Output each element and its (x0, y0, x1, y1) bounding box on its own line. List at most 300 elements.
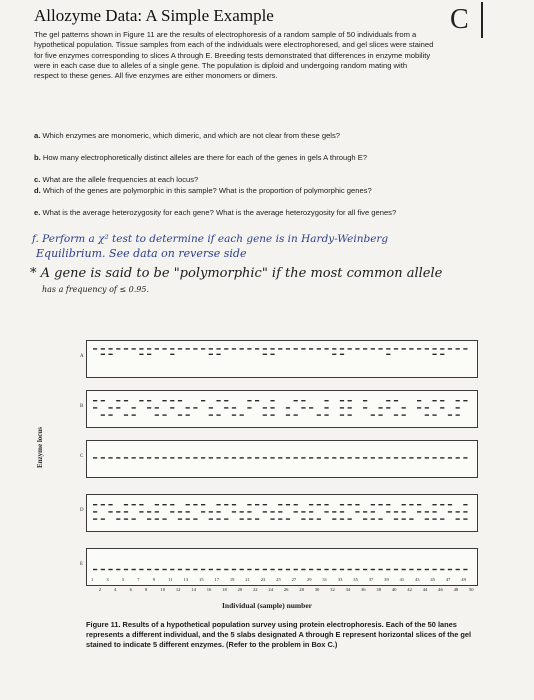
gel-band (432, 354, 436, 355)
gel-band (363, 348, 367, 349)
gel-band (317, 348, 321, 349)
gel-band (216, 348, 220, 349)
gel-band (178, 511, 182, 512)
lane-number: 24 (268, 587, 274, 592)
gel-band (324, 407, 328, 408)
gel-band (402, 518, 406, 519)
gel-band (440, 348, 444, 349)
lane-number: 42 (407, 587, 412, 592)
gel-band (101, 400, 105, 401)
gel-band (301, 511, 305, 512)
lane-number: 3 (106, 577, 109, 582)
gel-band (425, 569, 429, 570)
lane-number: 2 (98, 587, 101, 592)
lane-number: 44 (422, 587, 428, 592)
gel-band (309, 407, 313, 408)
lane-number: 30 (314, 587, 320, 592)
gel-band (324, 400, 328, 401)
gel-band (409, 504, 413, 505)
gel-band (332, 354, 336, 355)
gel-band (440, 457, 444, 458)
gel-band (371, 348, 375, 349)
lane-number: 21 (245, 577, 250, 582)
gel-band (363, 407, 367, 408)
question-text: Which of the genes are polymorphic in this sample? What is the proportion of polymorphic genes? (42, 186, 372, 195)
gel-band (340, 414, 344, 415)
gel-band (132, 407, 136, 408)
handwritten-question-f: f. Perform a χ² test to determine if each gene is in Hardy-Weinberg (32, 233, 389, 245)
gel-band (101, 504, 105, 505)
gel-band (456, 457, 460, 458)
gel-band (378, 407, 382, 408)
gel-band (371, 511, 375, 512)
gel-band (348, 400, 352, 401)
gel-band (317, 504, 321, 505)
gel-band (240, 518, 244, 519)
gel-band (348, 518, 352, 519)
gel-band (162, 569, 166, 570)
gel-band (417, 407, 421, 408)
gel-band (301, 407, 305, 408)
intro-paragraph: The gel patterns shown in Figure 11 are the results of electrophoresis of a random sample of 50 individuals from a hypothetical population. Tissue samples from each of the individuals were electrophoresed, and gel slices were stained for five enzymes corresponding to slices A through E. Breeding tests demonstrated that differences in enzyme mobility were in each case due to alleles of a single gene. The population is diploid and undergoing random mating with respect to these genes. All five enzymes are either monomers or dimers. (34, 30, 434, 81)
gel-band (371, 569, 375, 570)
gel-band (232, 504, 236, 505)
gel-band (348, 457, 352, 458)
gel-band (286, 407, 290, 408)
gel-band (270, 457, 274, 458)
box-label-rule (481, 2, 483, 38)
question-letter: b. (34, 153, 41, 162)
gel-band (178, 569, 182, 570)
gel-band (93, 511, 97, 512)
gel-band (170, 504, 174, 505)
gel-band (147, 569, 151, 570)
gel-band (270, 511, 274, 512)
gel-band (440, 518, 444, 519)
gel-band (340, 407, 344, 408)
gel-band (402, 457, 406, 458)
gel-band (348, 348, 352, 349)
gel-band (425, 414, 429, 415)
gel-band (186, 407, 190, 408)
lane-number: 1 (91, 577, 94, 582)
gel-band (124, 504, 128, 505)
gel-band (224, 457, 228, 458)
gel-band (324, 348, 328, 349)
gel-band (332, 511, 336, 512)
gel-band (209, 457, 213, 458)
gel-band (270, 414, 274, 415)
gel-band (340, 354, 344, 355)
gel-band (448, 504, 452, 505)
lane-number: 29 (307, 577, 312, 582)
lane-number: 26 (283, 587, 289, 592)
lane-number: 16 (206, 587, 212, 592)
gel-band (363, 457, 367, 458)
gel-band (93, 504, 97, 505)
gel-band (178, 348, 182, 349)
gel-band (270, 348, 274, 349)
gel-band (371, 504, 375, 505)
gel-band (178, 457, 182, 458)
question-text: Which enzymes are monomeric, which dimeric, and which are not clear from these gels? (42, 131, 341, 140)
gel-band (255, 504, 259, 505)
lane-number: 12 (175, 587, 181, 592)
gel-band (201, 504, 205, 505)
gel-band (348, 504, 352, 505)
box-label: C (450, 4, 469, 35)
gel-band (108, 511, 112, 512)
gel-band (432, 414, 436, 415)
gel-band (186, 504, 190, 505)
gel-band (263, 504, 267, 505)
lane-number: 33 (337, 577, 343, 582)
gel-band (348, 414, 352, 415)
gel-band (201, 400, 205, 401)
gel-band (93, 518, 97, 519)
gel-band (240, 348, 244, 349)
gel-band (402, 504, 406, 505)
gel-band (270, 407, 274, 408)
question-e (34, 208, 434, 218)
gel-band (456, 400, 460, 401)
gel-band (240, 414, 244, 415)
gel-band (170, 511, 174, 512)
gel-band (232, 511, 236, 512)
lane-number: 50 (469, 587, 474, 592)
gel-band (232, 414, 236, 415)
gel-band (425, 348, 429, 349)
gel-band (232, 457, 236, 458)
gel-band (278, 518, 282, 519)
gel-band (186, 414, 190, 415)
gel-band (378, 569, 382, 570)
lane-number: 34 (345, 587, 351, 592)
question-letter: a. (34, 131, 41, 140)
lane-number: 39 (384, 577, 389, 582)
gel-band (101, 569, 105, 570)
lane-number: 22 (253, 587, 258, 592)
gel-band (324, 504, 328, 505)
y-axis-label: Enzyme locus (36, 426, 44, 468)
lane-number: 11 (168, 577, 173, 582)
gel-band (209, 407, 213, 408)
gel-band (247, 569, 251, 570)
gel-band (286, 348, 290, 349)
gel-band (286, 518, 290, 519)
gel-band (463, 457, 467, 458)
gel-band (309, 511, 313, 512)
gel-band (294, 400, 298, 401)
gel-band (371, 414, 375, 415)
gel-band (301, 518, 305, 519)
gel-band (255, 569, 259, 570)
gel-band (93, 400, 97, 401)
gel-band (317, 457, 321, 458)
gel-band (263, 569, 267, 570)
gel-band (101, 414, 105, 415)
gel-band (286, 569, 290, 570)
gel-band (247, 407, 251, 408)
slab-label-d: D (80, 508, 84, 513)
gel-band (463, 569, 467, 570)
question-b (34, 153, 434, 163)
gel-band (209, 354, 213, 355)
lane-number: 19 (229, 577, 235, 582)
lane-number: 45 (430, 577, 436, 582)
gel-band (193, 569, 197, 570)
gel-band (186, 569, 190, 570)
gel-band (324, 511, 328, 512)
gel-band (294, 414, 298, 415)
gel-band (170, 407, 174, 408)
gel-band (193, 348, 197, 349)
gel-band (186, 348, 190, 349)
gel-band (332, 569, 336, 570)
gel-band (139, 348, 143, 349)
gel-band (116, 407, 120, 408)
gel-band (456, 348, 460, 349)
gel-band (432, 457, 436, 458)
gel-band (394, 348, 398, 349)
gel-band (324, 457, 328, 458)
gel-band (456, 407, 460, 408)
gel-band (255, 348, 259, 349)
gel-band (448, 348, 452, 349)
lane-number: 47 (445, 577, 451, 582)
gel-band (432, 504, 436, 505)
slab-label-c: C (80, 454, 84, 459)
gel-band (363, 400, 367, 401)
gel-band (363, 518, 367, 519)
gel-band (116, 569, 120, 570)
gel-band (463, 504, 467, 505)
gel-band (93, 457, 97, 458)
lane-number: 31 (322, 577, 328, 582)
gel-band (247, 400, 251, 401)
gel-band (355, 348, 359, 349)
gel-band (124, 400, 128, 401)
gel-band (270, 400, 274, 401)
gel-band (394, 569, 398, 570)
gel-band (417, 400, 421, 401)
gel-band (170, 400, 174, 401)
gel-band (386, 457, 390, 458)
lane-number: 41 (399, 577, 405, 582)
gel-band (270, 569, 274, 570)
gel-band (124, 348, 128, 349)
gel-band (155, 518, 159, 519)
gel-band (116, 518, 120, 519)
gel-band (216, 511, 220, 512)
gel-band (363, 569, 367, 570)
gel-band (124, 414, 128, 415)
gel-band (386, 504, 390, 505)
gel-band (371, 518, 375, 519)
gel-band (340, 511, 344, 512)
gel-band (340, 348, 344, 349)
gel-slab-a (86, 340, 478, 378)
question-letter: d. (34, 186, 41, 195)
question-letter: e. (34, 208, 41, 217)
lane-number: 32 (330, 587, 335, 592)
gel-band (132, 504, 136, 505)
slab-label-b: B (80, 404, 84, 409)
gel-band (263, 354, 267, 355)
gel-band (162, 457, 166, 458)
gel-band (286, 457, 290, 458)
gel-band (386, 407, 390, 408)
gel-band (425, 518, 429, 519)
lane-number: 14 (191, 587, 196, 592)
lane-number: 18 (222, 587, 227, 592)
question-text: What is the average heterozygosity for each gene? What is the average heterozygosity for all five genes? (42, 208, 397, 217)
gel-band (386, 354, 390, 355)
gel-band (432, 348, 436, 349)
gel-band (247, 348, 251, 349)
gel-band (263, 348, 267, 349)
gel-band (448, 511, 452, 512)
gel-band (278, 348, 282, 349)
gel-band (201, 511, 205, 512)
gel-band (101, 348, 105, 349)
gel-band (216, 414, 220, 415)
gel-band (355, 511, 359, 512)
gel-band (178, 414, 182, 415)
gel-band (147, 354, 151, 355)
gel-band (101, 518, 105, 519)
gel-band (201, 348, 205, 349)
gel-band (432, 518, 436, 519)
gel-band (93, 348, 97, 349)
gel-band (402, 569, 406, 570)
gel-band (294, 348, 298, 349)
gel-band (394, 511, 398, 512)
gel-band (108, 354, 112, 355)
gel-band (394, 400, 398, 401)
gel-band (324, 414, 328, 415)
gel-band (139, 511, 143, 512)
gel-band (124, 569, 128, 570)
gel-band (93, 569, 97, 570)
document-title: Allozyme Data: A Simple Example (34, 6, 274, 25)
gel-band (340, 504, 344, 505)
gel-band (255, 400, 259, 401)
gel-band (216, 354, 220, 355)
gel-band (178, 518, 182, 519)
gel-band (317, 569, 321, 570)
gel-band (155, 511, 159, 512)
gel-band (224, 569, 228, 570)
gel-band (378, 457, 382, 458)
gel-band (309, 348, 313, 349)
gel-band (124, 457, 128, 458)
gel-band (170, 457, 174, 458)
gel-band (124, 511, 128, 512)
gel-band (209, 569, 213, 570)
gel-band (440, 504, 444, 505)
gel-band (278, 569, 282, 570)
lane-number: 46 (438, 587, 443, 592)
lane-number: 8 (145, 587, 148, 592)
lane-number: 10 (160, 587, 166, 592)
lane-number: 23 (260, 577, 266, 582)
gel-band (301, 457, 305, 458)
gel-band (201, 569, 205, 570)
gel-band (301, 348, 305, 349)
gel-band (409, 569, 413, 570)
gel-band (324, 569, 328, 570)
gel-band (432, 511, 436, 512)
gel-band (332, 348, 336, 349)
gel-band (340, 569, 344, 570)
gel-band (456, 518, 460, 519)
gel-band (386, 569, 390, 570)
gel-band (317, 414, 321, 415)
gel-band (93, 407, 97, 408)
gel-band (155, 414, 159, 415)
gel-band (448, 457, 452, 458)
gel-band (186, 457, 190, 458)
gel-band (232, 569, 236, 570)
gel-band (101, 457, 105, 458)
gel-band (247, 504, 251, 505)
gel-band (463, 511, 467, 512)
gel-band (270, 354, 274, 355)
gel-band (186, 518, 190, 519)
gel-band (216, 400, 220, 401)
gel-band (247, 511, 251, 512)
gel-band (216, 504, 220, 505)
gel-band (425, 511, 429, 512)
gel-band (108, 504, 112, 505)
gel-band (162, 348, 166, 349)
lane-number: 4 (114, 587, 117, 592)
lane-number: 38 (376, 587, 382, 592)
gel-band (116, 400, 120, 401)
gel-band (278, 457, 282, 458)
lane-number: 6 (129, 587, 132, 592)
gel-band (355, 457, 359, 458)
gel-band (378, 414, 382, 415)
gel-band (294, 504, 298, 505)
gel-band (402, 414, 406, 415)
gel-band (216, 569, 220, 570)
gel-band (193, 407, 197, 408)
gel-band (170, 354, 174, 355)
gel-band (147, 457, 151, 458)
gel-band (240, 511, 244, 512)
handwritten-polymorphic-note: * A gene is said to be "polymorphic" if the most common allele (30, 266, 443, 281)
lane-number: 43 (415, 577, 420, 582)
gel-band (440, 407, 444, 408)
gel-band (170, 569, 174, 570)
lane-number: 48 (453, 587, 459, 592)
lane-number: 20 (237, 587, 243, 592)
gel-band (463, 518, 467, 519)
question-d (34, 186, 434, 196)
gel-band (155, 348, 159, 349)
gel-band (224, 504, 228, 505)
gel-band (286, 504, 290, 505)
gel-band (263, 407, 267, 408)
gel-band (402, 511, 406, 512)
gel-band (240, 457, 244, 458)
lane-number: 9 (152, 577, 155, 582)
gel-band (224, 400, 228, 401)
handwritten-reverse-note: Equilibrium. See data on reverse side (36, 247, 247, 260)
gel-band (155, 457, 159, 458)
